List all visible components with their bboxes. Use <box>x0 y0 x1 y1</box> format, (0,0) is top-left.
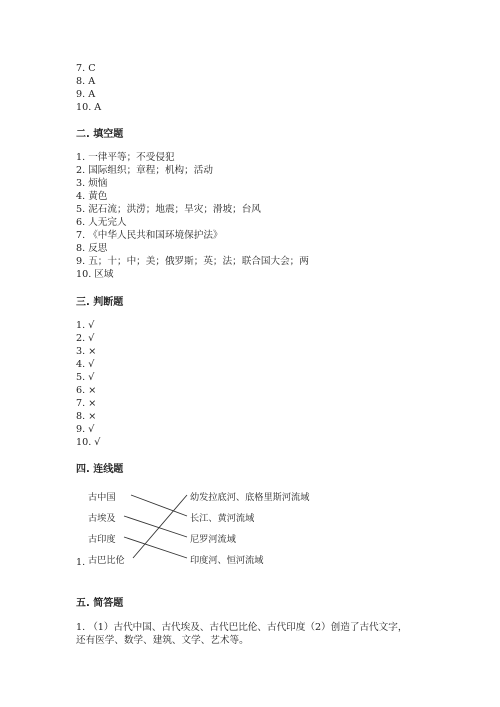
left-item-ancient-egypt: 古埃及 <box>88 513 116 524</box>
left-item-ancient-babylon: 古巴比伦 <box>88 555 125 566</box>
fill-answer-8: 8. 反思 <box>76 243 108 254</box>
right-item-nile: 尼罗河流域 <box>190 534 236 545</box>
judge-answer-9: 9. √ <box>76 424 95 435</box>
judge-answer-10: 10. √ <box>76 437 101 448</box>
fill-answer-9: 9. 五；十；中；美；俄罗斯；英；法；联合国大会；两 <box>76 256 309 267</box>
matching-question-number: 1. <box>76 557 86 568</box>
judge-answer-8: 8. × <box>76 411 97 422</box>
fill-answer-6: 6. 人无完人 <box>76 217 127 228</box>
fill-answer-3: 3. 烦恼 <box>76 178 108 189</box>
left-item-ancient-china: 古中国 <box>88 492 116 503</box>
fill-answer-4: 4. 黄色 <box>76 191 108 202</box>
choice-answer-8: 8. A <box>76 76 96 87</box>
choice-answer-9: 9. A <box>76 89 96 100</box>
fill-answer-1: 1. 一律平等；不受侵犯 <box>76 152 175 163</box>
link-line-1 <box>131 495 187 516</box>
judge-answer-5: 5. √ <box>76 372 95 383</box>
choice-answer-10: 10. A <box>76 102 102 113</box>
link-line-3 <box>124 537 187 558</box>
judge-answer-1: 1. √ <box>76 320 95 331</box>
judge-answer-7: 7. × <box>76 398 97 409</box>
judge-answer-2: 2. √ <box>76 333 95 344</box>
link-line-2 <box>124 516 187 537</box>
short-answer-line-2: 还有医学、数学、建筑、文学、艺术等。 <box>76 635 249 646</box>
fill-answer-10: 10. 区域 <box>76 269 114 280</box>
section-heading-matching: 四. 连线题 <box>76 464 124 475</box>
section-heading-short-answer: 五. 简答题 <box>76 598 124 609</box>
judge-answer-3: 3. × <box>76 346 97 357</box>
fill-answer-2: 2. 国际组织；章程；机构；活动 <box>76 165 213 176</box>
section-heading-true-false: 三. 判断题 <box>76 297 124 308</box>
fill-answer-5: 5. 泥石流；洪涝；地震；旱灾；滑坡；台风 <box>76 204 261 215</box>
judge-answer-6: 6. × <box>76 385 97 396</box>
fill-answer-7: 7. 《中华人民共和国环境保护法》 <box>76 230 223 241</box>
short-answer-line-1: 1. （1）古代中国、古代埃及、古代巴比伦、古代印度（2）创造了古代文字， <box>76 622 408 633</box>
right-item-euphrates-tigris: 幼发拉底河、底格里斯河流域 <box>190 492 310 503</box>
matching-diagram <box>76 484 336 574</box>
right-item-indus-ganges: 印度河、恒河流域 <box>190 555 264 566</box>
choice-answer-7: 7. C <box>76 63 96 74</box>
right-item-yangtze-yellow: 长江、黄河流域 <box>190 513 255 524</box>
left-item-ancient-india: 古印度 <box>88 534 116 545</box>
judge-answer-4: 4. √ <box>76 359 95 370</box>
section-heading-fill-blank: 二. 填空题 <box>76 129 124 140</box>
